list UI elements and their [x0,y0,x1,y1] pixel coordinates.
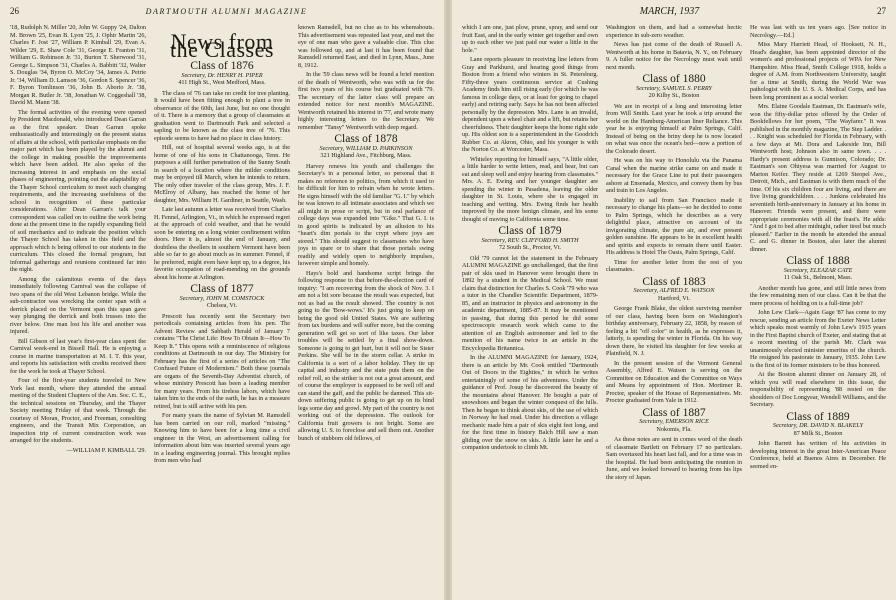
secretary-line: Secretary, ALFRED E. WATSON [633,287,715,294]
paragraph: He was on his way to Honolulu via the Panama Canal when the marine strike came on and made it necessary for the Grace Line to put their passengers ashore at Ensenada, Mexico, and convey them by bus and train to Los Angeles. [606,157,742,194]
class-heading: Class of 1887 [642,406,706,419]
class-heading: Class of 1883 [642,275,706,288]
paragraph: Mrs. Elaine Goodale Eastman, Dr. Eastman's wife, won the fifty-dollar prize offered by the Order of Bookfellows for her poem, "The Wayfarer." It was published in the monthly magazine, The Step Ladder. . . . Knight was scheduled for Florida in February, with a few days at Mt. Dora and Lakeside Inn, Bill Wentworth host; Johnson also in same town. . . . Hardy's present address is Gunnison, Colorado; Dr. Eastman's son Ohiyesa was married for August to Marion Keifer. They reside at 1269 Steopel Ave., Detroit, Mich., and Eastman is with them much of the time. Of his six children four are living, and there are five living grandchildren. . . . Junkins celebrated his seventieth birth-anniversary in January at his home in Hanover. Friends were present, and there were appropriate ceremonies with all the feast's. He adds: "And I got to bed after midnight, rather tired but much pleased." Earlier in the month he attended the annual C. and G. dinner in Boston, also later the alumni dinner. [750,103,886,253]
secretary-address: Chelsea, Vt. [206,302,238,309]
paragraph: Hays's bold and handsome script brings the following response to that before-the-election card of inquiry: "I am recovering from the shock of Nov. 3. I am not a bit sore because the result was expected, but not as bad as the result showed. The country is not going to the 'Bow-wows.' It's just going to keep on being the good old United States. We are suffering from tax burdens and will suffer more, but the coming generation will get so sort of like taxes. Our labor troubles will be settled by a final show-down. Someone is going to get hurt, but it will not be Sister Perkins. She will be in the storm cellar. A strike in California is a sort of a labor holiday. They tie up capital and industry and the state puts them on the relief roll, so the striker is not out a great amount, and of course the employer is supposed to be well off and can stand the gaff, and the public be damned. This sit-down suffering public is going to get up on its hind legs some day and growl. My part of the country is not working out of the depression. The outlook for California fruit growers is not bright. Some are allowing U. S. to foreclose and sell them out. Another bunch of stubborn old fellows, of [298,269,434,442]
class-heading: Class of 1879 [498,225,562,237]
secretary-line: Secretary, ELEAZAR CATE [783,266,853,274]
secretary-address: 411 High St., West Medford, Mass. [178,79,266,86]
left-col-1 [10,24,146,596]
paragraph: The formal activities of the evening were opened by President Macdonald, who introduced Dean Garran as the first speaker. Dean Garran spoke enthusiastically and interestingly on the present status of affairs at the school, with particular emphasis on the major part which has been played by the alumni and the college in making possible the improvements which have been added. He also spoke of the increasing interest in and emphasis on the social phases of engineering, pointing out the adaptability of the Thayer School curriculum to meet such changing requirements, and the increasing usefulness of the school in recognition of these particular considerations. After Dean Garran's talk your correspondent was called on to outline the work being done at the present time in the rapidly expanding field of soil mechanics and to indicate the position which the Thayer School has taken in this field and the approach which is being offered to our students in the curriculum. This closed the formal program, but informal gatherings and reunions continued far into the night. [10,108,146,273]
secretary-address: Nokomis, Fla. [656,425,692,433]
right-page-number: 27 [876,6,886,16]
right-col-2 [606,24,742,596]
class-heading: Class of 1876 [190,60,254,72]
paragraph: Lane reports pleasure in receiving line letters from Gray and Parkhurst, and hearing good things from Boston from a friend who winters in St. Petersburg. Fifty-three years continuous service at Cushing Academy finds him still rising early (for which he was famous in college days, or at least for going to chapel early) and retiring early. Says he has not been affected personally by the depression. Mrs. Lane is an invalid, dependent upon a wheel chair and a lift, but retains her cheerfulness. Their daughter keeps the home right side up. His oldest son is a superintendent in the Goodrich Rubber Co. at Akron, Ohio, and his younger is with the Norton Co. at Worcester, Mass. [462,56,598,153]
class-heading: Class of 1889 [786,410,850,423]
left-page-number: 26 [10,6,19,16]
paragraph: John Barrett has written of his activities in developing interest in the great Inter-American Peace Conference, held at Buenos Aires in December. He seemed en- [750,440,886,470]
section-title: News from the Classes [170,29,274,62]
paragraph: As these notes are sent in comes word of the death of classmate Bartlett on February 17 no particulars. Sam overtaxed his heart last fall, and for a time was in the hospital. He had been anticipating the reunion in June, and we looked forward to hearing from his lips the story of Japan. [606,436,742,481]
paragraph: Washington on them, and had a somewhat hectic experience in sub-zero weather. [606,24,742,39]
secretary-line: Secretary, DR. DAVID N. BLAKELY [772,422,864,429]
left-col-3 [298,24,434,596]
paragraph: Whiteley reporting for himself says, "A little older, a little harder to write letters, read, and hear, but can eat and sleep well and enjoy hearing from classmates." Mrs. A. E. Ewing and her younger daughter are spending the winter in Pasadena, leaving the older daughter in St. Louis, where she is engaged in teaching and writing. Mrs. Ewing finds her health improved by the more benign climate, and his some thought of moving to California some time. [462,155,598,223]
secretary-line: Secretary, Dr. HENRY H. PIPER [181,71,263,79]
secretary-address: 72 South St., Proctor, Vt. [498,244,562,251]
left-col-2 [154,24,290,596]
secretary-line: Secretary, WILLIAM D. PARKINSON [319,144,413,152]
secretary-address: 87 Milk St., Boston [793,429,843,437]
paragraph: Harvey renews his youth and challenges the Secretary's in a personal letter, so personal that it makes no reference to politics, from which it used to be difficult for him to refrain when he wrote letters. He signs himself with the old familiar "G. I." by which he was known to all intimate associates and which we all might in prose or script, but in oral parlance of college days was expanded into "Gike." That G. I. is in good spirits is indicated by an allusion to his "heart's dim portals to the crypt where joys are stored." This should suggest to classmates who have joys to spare or to share that those portals swing readily and widely open to neighborly impulses, however simple and homely. [298,162,434,267]
secretary-address: 11 Oak St., Belmont, Mass. [783,274,853,281]
paragraph: Among the calamitous events of the days immediately following Carnival was the collapse of two spans of the old West Lebanon bridge. While the sub-contractor was wrecking the center span with a derrick placed on the Vermont span this span gave way plunging the derrick and both trusses into the river below. One man lost his life and another was injured. [10,275,146,335]
paragraph: which I am one, just plow, prune, spray, and send our fruit East, and in the early winter get together and own up to each other we just paid our water a little in the hole." [462,24,598,54]
class-heading: Class of 1878 [334,133,398,145]
paragraph: Prescott has recently sent the Secretary two periodicals containing articles from his pen. The Advent Review and Sabbath Herald of January 7 contains "The Christ Life: How To Obtain It—How To Keep It." This opens with a reminiscence of religious conditions at Dartmouth in our day. The Ministry for February has the first of a series of articles on "The Confused Future of Modernism." Both these journals are organs of the Seventh-Day Adventist church, of whose ministry Prescott has been a leading member for many years. From his tireless labors, which have taken him to the ends of the earth, he has in a measure retired, but is still active with his pen. [154,312,290,410]
class-heading: Class of 1877 [190,283,254,295]
paragraph: George Frank Blake, the oldest surviving member of our class, having been born on Washington's birthday anniversary, February 22, 1858, by reason of feeling a bit "off color" in health, as he expresses it, latterly, is spending the winter in Florida. On his way down there, he visited his daughter for few weeks at Plainfield, N. J. [606,305,742,357]
magazine-title: DARTMOUTH ALUMNI MAGAZINE [145,6,308,16]
paragraph: He was last with us ten years ago. [See notice in Necrology.—Ed.] [750,24,886,39]
left-running-head [10,4,434,18]
secretary-line: Secretary, JOHN M. COMSTOCK [179,294,265,302]
paragraph: known Ramsdell, but no clue as to his whereabouts. This advertisement was repeated last year, and met the eye of one man who gave a valuable clue. This clue was followed up, and at last it has been found that Ramsdell returned East, and died in Lynn, Mass., June 8, 1912. [298,24,434,69]
paragraph: Old '79 cannot let the statement in the February ALUMNI MAGAZINE go unchallenged, that the first pair of skis used in Hanover were brought there in 1892 by a student in the Medical School. We must claim that distinction for Charles S. Cook '79 who was a tutor in the Chandler Scientific Department, 1879-85, and an instructor in physics and astronomy in the academic department, 1885-87. It may be mentioned in passing, that during this period he did some spectroscopic research work which came to the attention of an English astronomer and led to the mention of his name twice in an article in the Encyclopedia Britannica. [462,254,598,352]
right-page [452,0,896,600]
paragraph: Miss Mary Harriett Head, of Hooksett, N. H., Head's daughter, has been appointed director of the women's and professional projects of WPA for New Hampshire. Miss Head, Smith College 1918, holds a degree of A.M. from Northwestern University, taught for a time at Smith, during the World War was pathologist with the U. S. A. Medical Corps, and has been long prominent as a social worker. [750,41,886,101]
paragraph: At the Boston alumni dinner on January 28, of which you will read elsewhere in this issue, the responsibility of representing '88 rested on the shoulders of Doc Longyear, Wendell Williams, and the Secretary. [750,371,886,408]
secretary-line: Secretary, SAMUEL S. PERRY [635,84,713,92]
paragraph: News has just come of the death of Russell A. Wentworth at his home in Batavia, N. Y., on February 9. A fuller notice for the Necrology must wait until next month. [606,41,742,71]
paragraph: For many years the name of Sylvian M. Ramsdell has been carried on our roll, marked "missing." Knowing him to have been for a long time a civil engineer in the West, an advertisement calling for information about him was inserted several years ago in a leading engineering journal. This brought replies from men who had [154,412,290,464]
secretary-address: 321 Highland Ave., Fitchburg, Mass. [320,152,412,159]
class-heading: Class of 1888 [786,255,850,267]
class-heading: Class of 1880 [642,73,706,85]
right-col-3 [750,24,886,596]
paragraph: Another month has gone, and still little news from the few remaining men of our class. Can it be that the mere process of holding on is a full-time job? [750,284,886,307]
issue-date: MARCH, 1937 [639,5,700,17]
paragraph: Four of the first-year students traveled to New York last month, where they attended the annual meeting of the Student Chapters of the Am. Soc. C. E., the technical sessions on Thursday, and the Thayer Society meeting Friday of that week. Through the courtesy of Moran, Proctor, and Freeman, consulting engineers, and the Transit Mix Corporation, an inspection trip of current construction work was arranged for the students. [10,377,146,444]
paragraph: '18, Rudolph N. Miller '20, John W. Guppy '24, Dalton M. Brown '25, Evan B. Lyon '25, J. Ophir Martin '26, Charles F. Jost '27, William P. Kimball '29, Evan A. Wilder '29, E. Shaw Cole '31, George E. Franton '31, William G. Robinson Jr. '31, Burton T. Sherwood '31, George L. Simpson '31, Charles A. Babbitt '32, Walter S. Douglas '34, Byron O. McCoy '34, James A. Petrie Jr. '34, William D. Lamson '36, Gordon S. Spencer '36, F. Byron Tomlinson '36, John B. Aborio Jr. '38, Morgan R. Butler Jr. '38, Jonathan W. Coggeshall '38, David M. Mann '38. [10,24,146,106]
left-page [0,0,444,600]
paragraph: In the present session of the Vermont General Assembly, Alfred E. Watson is serving on the Committee on Education and the Committee on Ways and Means by appointment of Hon. Mortimer R. Proctor, speaker of the House of Representatives. Mr. Proctor graduated from Yale in 1912. [606,359,742,404]
secretary-line: Secretary, REV. CLIFFORD H. SMITH [481,236,579,244]
right-running-head [462,4,886,18]
paragraph: John Lew Clark—Again Gage '87 has come to my rescue, sending an article from the Exeter News Letter which speaks most warmly of John Lew's 1915 years in the First Baptist church of Exeter, and stating that at a recent meeting of the parish Mr. Clark was unanimously elected minister emeritus of the church. He resigned his pastorate in January, 1935. John Lew is the first of its former ministers to be thus honored. [750,309,886,369]
paragraph: Time for another letter from the rest of you classmates. [606,258,742,273]
page-gutter [444,0,452,600]
secretary-address: Hartford, Vt. [657,294,691,302]
paragraph: Hill, out of hospital several weeks ago, is at the home of one of his sons in Chattanooga, Tenn. He purposes a still further penetration of the Sunny South in search of a location where the milder conditions may be enjoyed till March, when he intends to return. The only other traveler of the class group, Mrs. J. F. McElroy of Albany, has reached the home of her daughter, Mrs. William H. Gardiner, in Seattle, Wash. [154,144,290,204]
paragraph: In the '59 class news will be found a brief mention of the death of Wentworth, who was with us for the first two years of his course but graduated with '79. The secretary of the latter class will prepare an extended notice for next month's MAGAZINE. Wentworth retained his interest in '77, and wrote many highly interesting letters to the Secretary. We remember "Tansy" Wentworth with deep regard. [298,71,434,131]
secretary-address: 20 Kilby St., Boston [648,92,700,99]
paragraph: The class of '76 can take no credit for tree planting. It would have been fitting enough to plant a tree in observance of the 60th, last June, but no one thought of it. There is a memory that a group of classmates at graduation went to Dartmouth Park and selected a sapling to be known as the class tree of '76. This episode seems to have had no place in class history. [154,89,290,142]
paragraph: In the ALUMNI MAGAZINE for January, 1924, there is an article by Mr. Cook entitled "Dartmouth Out of Doors in the Eighties," in which he writes entertainingly of some of his adventures. Under the guidance of Prof. Josup he discovered the beauty of the mountains about Hanover. He bought a pair of snowshoes and began the winter conquest of the hills. Then he began to think about skis, of the use of which in Norway he had read. Under his direction a village mechanic made him a pair of skis eight feet long, and for the first time in history Balch Hill saw a man gliding over the snow on skis. A little later he and a companion undertook to climb Mt. [462,354,598,451]
secretary-line: Secretary, EMERSON RICE [639,418,709,425]
paragraph: Inability to sail from San Francisco made it necessary to change his plans—so he decided to come to Palm Springs, which he describes as a very delightful place, attractive on account of its invigorating climate, the pure air, and ever present golden sunshine. He appears to be in excellent health and spirits and expects to remain there until Easter. His address is Hotel The Oasis, Palm Springs, Calif. [606,196,742,256]
right-col-1 [462,24,598,596]
signature: —WILLIAM P. KIMBALL '29. [66,446,146,454]
paragraph: Bill Gibson of last year's first-year class spent the Carnival week-end in Bissell Hall. He is enjoying a course in marine transportation at M. I. T. this year, and reports his satisfaction with credits received there for the work he took at Thayer School. [10,337,146,375]
paragraph: We are in receipt of a long and interesting letter from Will Smith. Last year he took a trip around the world on the Hamburg-American liner Reliance. This year he is enjoying himself at Palm Springs, Calif. Instead of being on the briny deep he is now located on what was once the ocean's bed—now a portion of the Colorado desert. [606,102,742,155]
paragraph: Late last autumn a letter was received from Charles H. Fennel, Arlington, Vt., in which he expressed regret at the approach of cold weather, and that he would soon be entering on a long winter confinement within doors. Here it is, almost the end of January, and doubtless the dwellers in southern Vermont have been able so far to go about much as in summer. Fennel, if he preferred, might even have kept up, to a degree, his favorite occupation of road-mending on the grounds about his home at Arlington. [154,206,290,281]
